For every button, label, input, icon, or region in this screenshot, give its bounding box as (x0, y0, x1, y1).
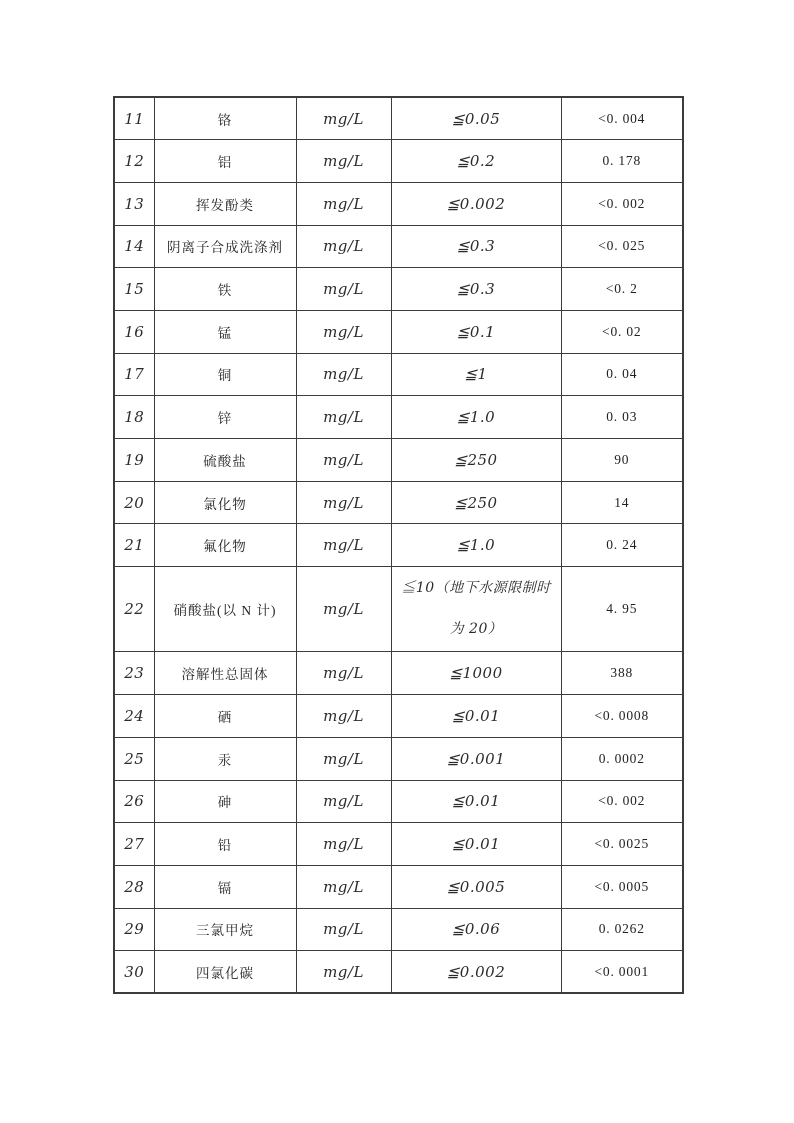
water-quality-results-table (113, 96, 684, 994)
cell-no: 21 (114, 524, 154, 567)
cell-no: 29 (114, 908, 154, 951)
cell-limit: ≦0.3 (391, 268, 561, 311)
cell-value: 0. 178 (561, 140, 683, 183)
cell-limit: ≦0.001 (391, 737, 561, 780)
cell-value: 0. 24 (561, 524, 683, 567)
cell-unit: mg/L (296, 524, 391, 567)
cell-value: <0. 02 (561, 310, 683, 353)
cell-limit: ≦250 (391, 481, 561, 524)
cell-name: 硫酸盐 (154, 439, 296, 482)
cell-limit: ≦1.0 (391, 396, 561, 439)
cell-limit: ≦1000 (391, 652, 561, 695)
cell-unit: mg/L (296, 182, 391, 225)
table-row (114, 268, 683, 311)
table-row (114, 695, 683, 738)
cell-value: 14 (561, 481, 683, 524)
cell-limit: ≦0.05 (391, 97, 561, 140)
cell-name: 溶解性总固体 (154, 652, 296, 695)
cell-no: 20 (114, 481, 154, 524)
cell-unit: mg/L (296, 310, 391, 353)
cell-value: <0. 0005 (561, 865, 683, 908)
cell-no: 15 (114, 268, 154, 311)
cell-unit: mg/L (296, 97, 391, 140)
cell-name: 氯化物 (154, 481, 296, 524)
results-table-body (114, 97, 683, 993)
cell-value: 0. 0002 (561, 737, 683, 780)
cell-value: 0. 04 (561, 353, 683, 396)
cell-limit: ≦0.002 (391, 951, 561, 994)
cell-unit: mg/L (296, 396, 391, 439)
cell-value: 0. 0262 (561, 908, 683, 951)
cell-value: 388 (561, 652, 683, 695)
cell-name: 镉 (154, 865, 296, 908)
cell-limit: ≦0.01 (391, 823, 561, 866)
cell-name: 硒 (154, 695, 296, 738)
cell-limit: ≦10（地下水源限制时为 20） (391, 567, 561, 652)
cell-name: 砷 (154, 780, 296, 823)
table-row (114, 396, 683, 439)
table-row (114, 353, 683, 396)
table-row (114, 524, 683, 567)
cell-value: 90 (561, 439, 683, 482)
cell-no: 22 (114, 567, 154, 652)
cell-name: 阴离子合成洗涤剂 (154, 225, 296, 268)
table-row (114, 780, 683, 823)
cell-name: 四氯化碳 (154, 951, 296, 994)
table-row (114, 439, 683, 482)
cell-no: 18 (114, 396, 154, 439)
cell-name: 锌 (154, 396, 296, 439)
cell-no: 13 (114, 182, 154, 225)
cell-unit: mg/L (296, 780, 391, 823)
cell-name: 铅 (154, 823, 296, 866)
cell-no: 23 (114, 652, 154, 695)
cell-limit: ≦1.0 (391, 524, 561, 567)
cell-no: 11 (114, 97, 154, 140)
cell-no: 28 (114, 865, 154, 908)
cell-limit: ≦1 (391, 353, 561, 396)
cell-limit: ≦250 (391, 439, 561, 482)
table-row (114, 823, 683, 866)
cell-unit: mg/L (296, 695, 391, 738)
table-row (114, 140, 683, 183)
cell-unit: mg/L (296, 652, 391, 695)
cell-name: 三氯甲烷 (154, 908, 296, 951)
cell-no: 27 (114, 823, 154, 866)
cell-value: <0. 0001 (561, 951, 683, 994)
cell-name: 锰 (154, 310, 296, 353)
cell-name: 挥发酚类 (154, 182, 296, 225)
cell-name: 硝酸盐(以 N 计) (154, 567, 296, 652)
cell-unit: mg/L (296, 353, 391, 396)
cell-no: 14 (114, 225, 154, 268)
cell-unit: mg/L (296, 439, 391, 482)
cell-unit: mg/L (296, 908, 391, 951)
table-row (114, 908, 683, 951)
table-row (114, 737, 683, 780)
table-row (114, 652, 683, 695)
table-row (114, 567, 683, 652)
cell-value: 0. 03 (561, 396, 683, 439)
cell-value: <0. 0008 (561, 695, 683, 738)
cell-unit: mg/L (296, 225, 391, 268)
cell-no: 16 (114, 310, 154, 353)
cell-name: 铝 (154, 140, 296, 183)
cell-value: <0. 025 (561, 225, 683, 268)
cell-name: 铜 (154, 353, 296, 396)
cell-name: 氟化物 (154, 524, 296, 567)
cell-limit: ≦0.06 (391, 908, 561, 951)
cell-value: <0. 2 (561, 268, 683, 311)
table-row (114, 481, 683, 524)
cell-unit: mg/L (296, 567, 391, 652)
cell-no: 17 (114, 353, 154, 396)
cell-no: 19 (114, 439, 154, 482)
cell-unit: mg/L (296, 951, 391, 994)
cell-unit: mg/L (296, 140, 391, 183)
cell-unit: mg/L (296, 268, 391, 311)
table-row (114, 951, 683, 994)
cell-value: <0. 002 (561, 182, 683, 225)
cell-no: 24 (114, 695, 154, 738)
cell-limit: ≦0.01 (391, 780, 561, 823)
cell-limit: ≦0.005 (391, 865, 561, 908)
cell-no: 26 (114, 780, 154, 823)
cell-no: 12 (114, 140, 154, 183)
table-row (114, 182, 683, 225)
cell-limit: ≦0.002 (391, 182, 561, 225)
cell-limit: ≦0.2 (391, 140, 561, 183)
cell-value: <0. 0025 (561, 823, 683, 866)
cell-unit: mg/L (296, 481, 391, 524)
cell-value: <0. 002 (561, 780, 683, 823)
cell-no: 25 (114, 737, 154, 780)
table-row (114, 310, 683, 353)
cell-unit: mg/L (296, 865, 391, 908)
table-row (114, 865, 683, 908)
cell-name: 铬 (154, 97, 296, 140)
table-row (114, 225, 683, 268)
cell-limit: ≦0.3 (391, 225, 561, 268)
cell-limit: ≦0.1 (391, 310, 561, 353)
cell-value: <0. 004 (561, 97, 683, 140)
cell-unit: mg/L (296, 823, 391, 866)
cell-name: 铁 (154, 268, 296, 311)
cell-value: 4. 95 (561, 567, 683, 652)
cell-name: 汞 (154, 737, 296, 780)
cell-unit: mg/L (296, 737, 391, 780)
cell-no: 30 (114, 951, 154, 994)
table-row (114, 97, 683, 140)
cell-limit: ≦0.01 (391, 695, 561, 738)
